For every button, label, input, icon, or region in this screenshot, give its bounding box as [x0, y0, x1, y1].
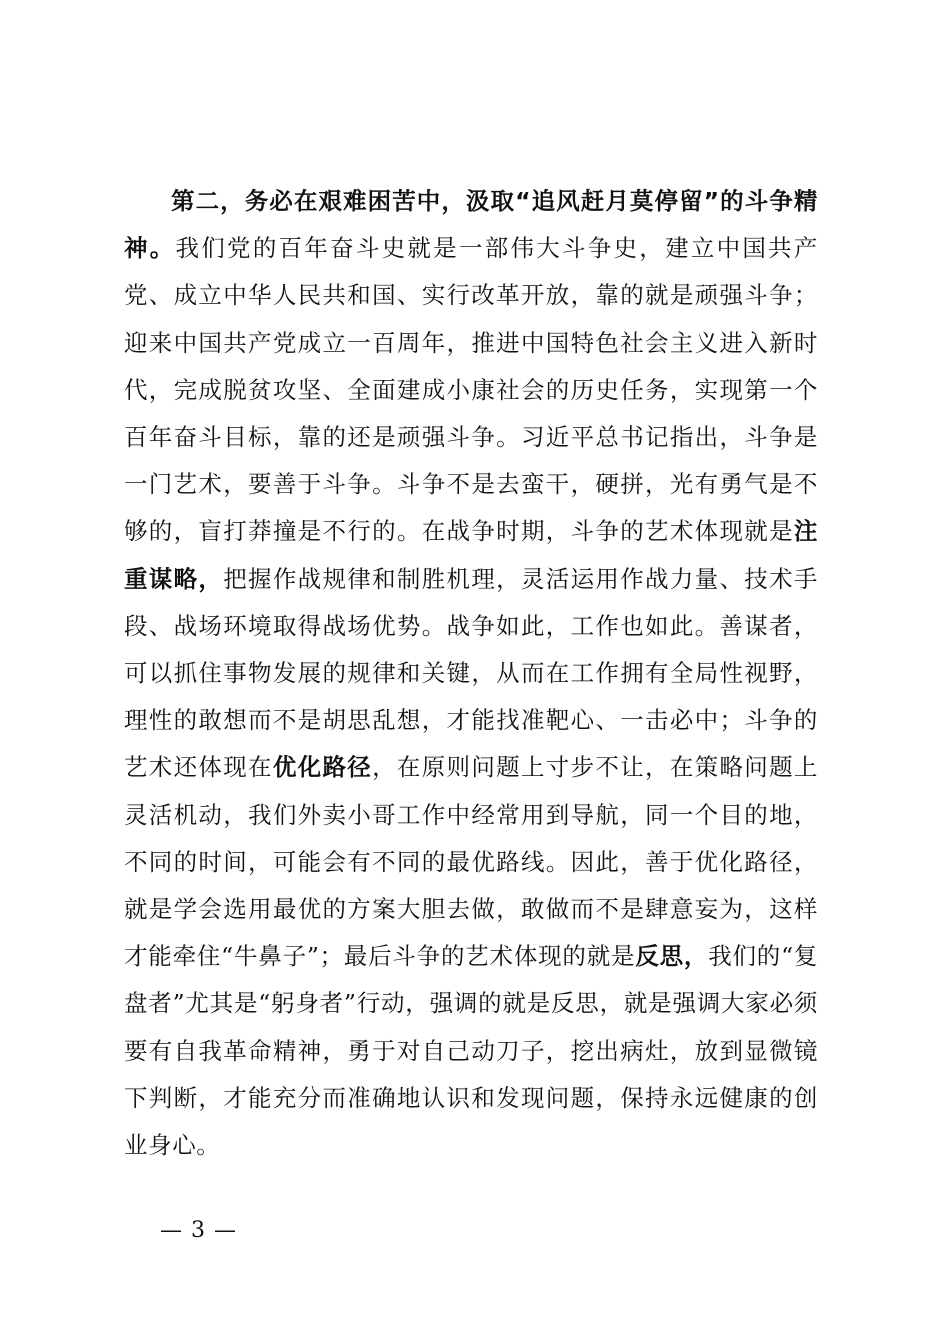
paragraph-text-3: ，在原则问题上寸步不让，在策略问题上灵活机动，我们外卖小哥工作中经常用到导航，同一个目的地，不同的时间，可能会有不同的最优路线。因此，善于优化路径，就是学会选用最优的方案大胆去做，敢做而不是肆意妄为，这样才能牵住“牛鼻子”；最后斗争的艺术体现的就是 — [124, 753, 818, 971]
body-paragraph — [124, 178, 818, 1169]
bold-phrase-reflection: 反思， — [635, 942, 709, 971]
paragraph-text-4: 我们的“复盘者”尤其是“躬身者”行动，强调的就是反思，就是强调大家必须要有自我革命精神，勇于对自己动刀子，挖出病灶，放到显微镜下判断，才能充分而准确地认识和发现问题，保持永远健康的创业身心。 — [124, 942, 818, 1160]
paragraph-text-1: 我们党的百年奋斗史就是一部伟大斗争史，建立中国共产党、成立中华人民共和国、实行改革开放，靠的就是顽强斗争；迎来中国共产党成立一百周年，推进中国特色社会主义进入新时代，完成脱贫攻坚、全面建成小康社会的历史任务，实现第一个百年奋斗目标，靠的还是顽强斗争。习近平总书记指出，斗争是一门艺术，要善于斗争。斗争不是去蛮干，硬拼，光有勇气是不够的，盲打莽撞是不行的。在战争时期，斗争的艺术体现就是 — [124, 234, 818, 546]
bold-phrase-path: 优化路径 — [272, 753, 373, 782]
paragraph-text-2: 把握作战规律和制胜机理，灵活运用作战力量、技术手段、战场环境取得战场优势。战争如此，工作也如此。善谋者，可以抓住事物发展的规律和关键，从而在工作拥有全局性视野，理性的敢想而不是胡思乱想，才能找准靶心、一击必中；斗争的艺术还体现在 — [124, 564, 818, 782]
bold-phrase-strategy: 注重谋略， — [124, 517, 818, 593]
page-number: — 3 — — [160, 1218, 237, 1243]
lead-heading: 第二，务必在艰难困苦中，汲取“追风赶月莫停留”的斗争精神。 — [124, 187, 818, 263]
